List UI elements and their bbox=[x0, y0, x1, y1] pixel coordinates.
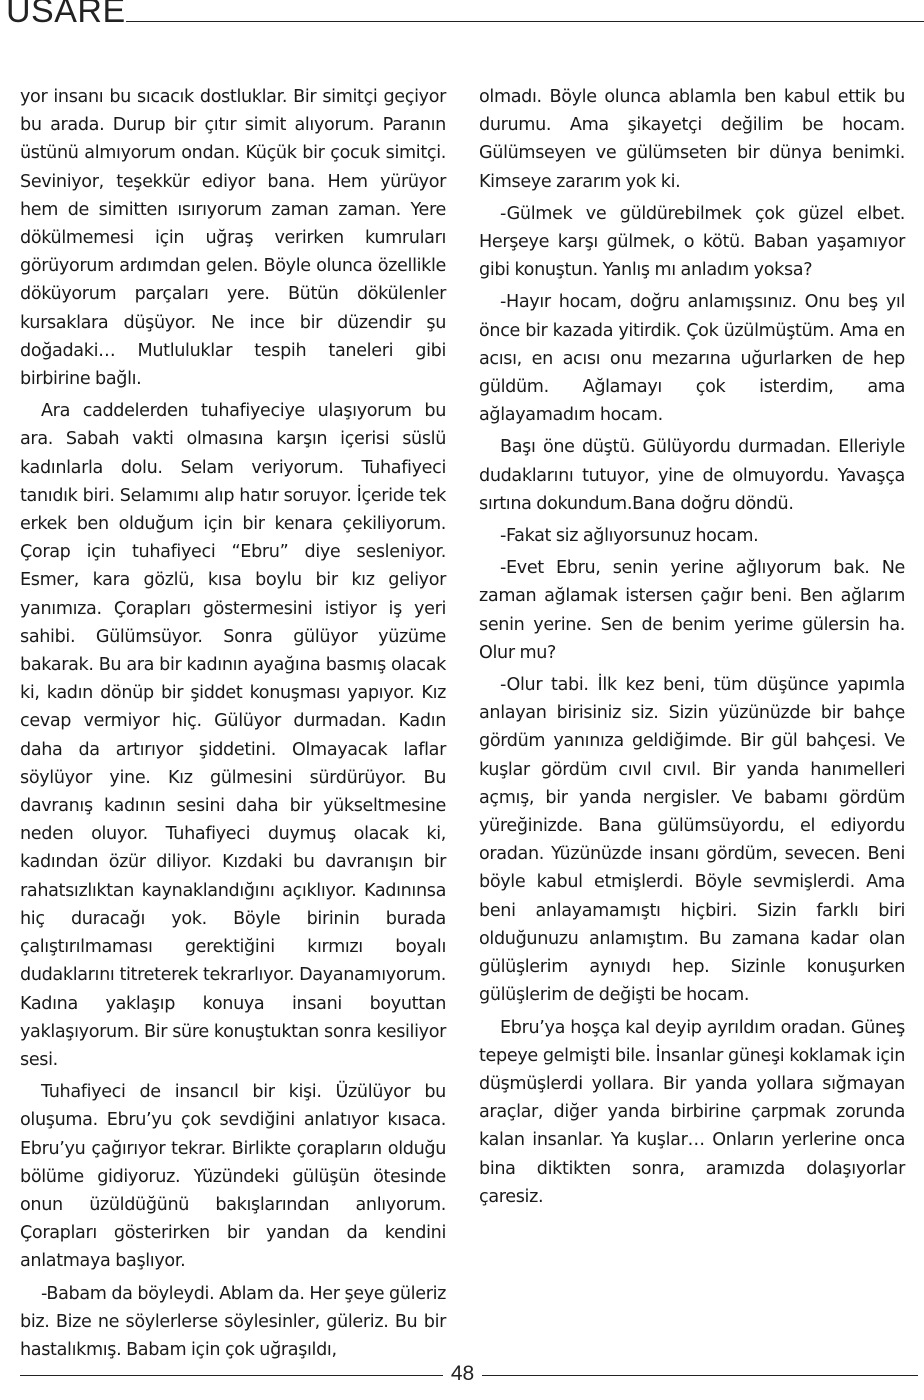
left-column bbox=[20, 83, 446, 1364]
paragraph: olmadı. Böyle olunca ablamla ben kabul ettik bu durumu. Ama şikayetçi değilim be hocam. Gülümseyen ve gülümseten bir dünya benimki. Kimseye zararım yok ki. bbox=[479, 87, 905, 192]
page-footer bbox=[0, 1360, 924, 1390]
footer-rule-left bbox=[20, 1375, 443, 1376]
paragraph: -Hayır hocam, doğru anlamışsınız. Onu beş yıl önce bir kazada yitirdik. Çok üzülmüştüm. Ama en acısı, en acısı onu mezarına uğurlarken de hep güldüm. Ağlamayı çok isterdim, ama ağlayamadım hocam. bbox=[479, 292, 905, 426]
paragraph: -Babam da böyleydi. Ablam da. Her şeye güleriz biz. Bize ne söylerlerse söylesinler, güleriz. Bu bir hastalıkmış. Babam için çok uğraşıldı, bbox=[20, 1283, 446, 1360]
footer-rule-right bbox=[482, 1375, 918, 1376]
page-header bbox=[0, 0, 924, 34]
paragraph: -Olur tabi. İlk kez beni, tüm düşünce yapımla anlayan birisiniz siz. Sizin yüzünüzde bir bahçe gördüm yanınıza geldiğimde. Bir gül bahçesi. Ve kuşlar gördüm cıvıl cıvıl. Bir yanda hanımelleri açmış, bir yanda nergisler. Ve babamı gördüm yüreğinizde. Bana gülümsüyordu, el ediyordu oradan. Yüzünüzde insanı gördüm, sevecen. Beni böyle kabul etmişlerdi. Böyle sevmişlerdi. Ama beni anlayamamıştı hiçbiri. Sizin farklı biri olduğunuzu anlamıştım. Bu zamana kadar olan gülüşlerim aynıydı hep. Sizinle konuşurken gülüşlerim de değişti be hocam. bbox=[479, 675, 905, 1006]
right-column bbox=[479, 83, 905, 1211]
paragraph: -Gülmek ve güldürebilmek çok güzel elbet. Herşeye karşı gülmek, o kötü. Baban yaşamıyor gibi konuştun. Yanlış mı anladım yoksa? bbox=[479, 203, 905, 281]
paragraph: Ebru’ya hoşça kal deyip ayrıldım oradan. Güneş tepeye gelmişti bile. İnsanlar güneşi koklamak için düşmüşlerdi yollara. Bir yanda yollara sığmayan araçlar, diğer yanda birbirine çarpmak zorunda kalan insanlar. Ya kuşlar… Onların yerlerine onca bina diktikten sonra, aramızda dolaşıyorlar çaresiz. bbox=[479, 1017, 905, 1207]
paragraph: -Fakat siz ağlıyorsunuz hocam. bbox=[500, 526, 759, 547]
paragraph: Ara caddelerden tuhafiyeciye ulaşıyorum bu ara. Sabah vakti olmasına karşın içerisi süslü kadınlarla dolu. Selam veriyorum. Tuhafiyeci tanıdık biri. Selamımı alıp hatır soruyor. İçeride tek erkek ben olduğum için bir kenara çekiliyorum. Çorap için tuhafiyeci “Ebru” diye sesleniyor. Esmer, kara gözlü, kısa boylu bir kız geliyor yanımıza. Çorapları göstermesini istiyor iş yeri sahibi. Gülümsüyor. Sonra gülüyor yüzüme bakarak. Bu ara bir kadının ayağına basmış olacak ki, kadın dönüp bir şiddet konuşması yapıyor. Kız cevap vermiyor hiç. Gülüyor durmadan. Kadın daha da artırıyor şiddetini. Olmayacak laflar söylüyor yine. Kız gülmesini sürdürüyor. Bu davranış kadının sesini daha bir yükseltmesine neden oluyor. Tuhafiyeci duymuş olacak ki, kadından özür diliyor. Kızdaki bu davranışın bir rahatsızlıktan kaynaklandığını açıklıyor. Kadınınsa hiç duracağı yok. Böyle birinin burada çalıştırılmaması gerektiğini kırmızı boyalı dudaklarını titreterek tekrarlıyor. Dayanamıyorum. Kadına yaklaşıp konuya insani boyuttan yaklaşıyorum. Bir süre konuştuktan sonra kesiliyor sesi. bbox=[20, 401, 446, 1070]
paragraph: Tuhafiyeci de insancıl bir kişi. Üzülüyor bu oluşuma. Ebru’yu çok sevdiğini anlatıyor kısaca. Ebru’yu çağırıyor tekrar. Birlikte çorapların olduğu bölüme gidiyoruz. Yüzündeki gülüşün ötesinde onun üzüldüğünü bakışlarından anlıyorum. Çorapları gösterirken bir yandan da kendini anlatmaya başlıyor. bbox=[20, 1082, 446, 1272]
paragraph: -Evet Ebru, senin yerine ağlıyorum bak. Ne zaman ağlamak istersen çağır beni. Ben ağlarım senin yerine. Sen de benim yerime gülersin ha. Olur mu? bbox=[479, 558, 905, 663]
header-rule bbox=[126, 21, 924, 22]
paragraph: yor insanı bu sıcacık dostluklar. Bir simitçi geçiyor bu arada. Durup bir çıtır simit alıyorum. Paranın üstünü almıyorum ondan. Küçük bir çocuk simitçi. Seviniyor, teşekkür ediyor bana. Hem yürüyor hem de simitten ısırıyorum zaman zaman. Yere dökülmemesi için uğraş verirken kumruları görüyorum ardımdan gelen. Böyle olunca özellikle döküyorum parçaları yere. Bütün dökülenler kursaklara düşüyor. Ne ince bir düzendir şu doğadaki… Mutluluklar tespih taneleri gibi birbirine bağlı. bbox=[20, 87, 446, 390]
header-title: USARE bbox=[6, 0, 126, 30]
paragraph: Başı öne düştü. Gülüyordu durmadan. Elleriyle dudaklarını tutuyor, yine de olmuyordu. Yavaşça sırtına dokundum.Bana doğru döndü. bbox=[479, 437, 905, 514]
page-number: 48 bbox=[450, 1362, 475, 1385]
